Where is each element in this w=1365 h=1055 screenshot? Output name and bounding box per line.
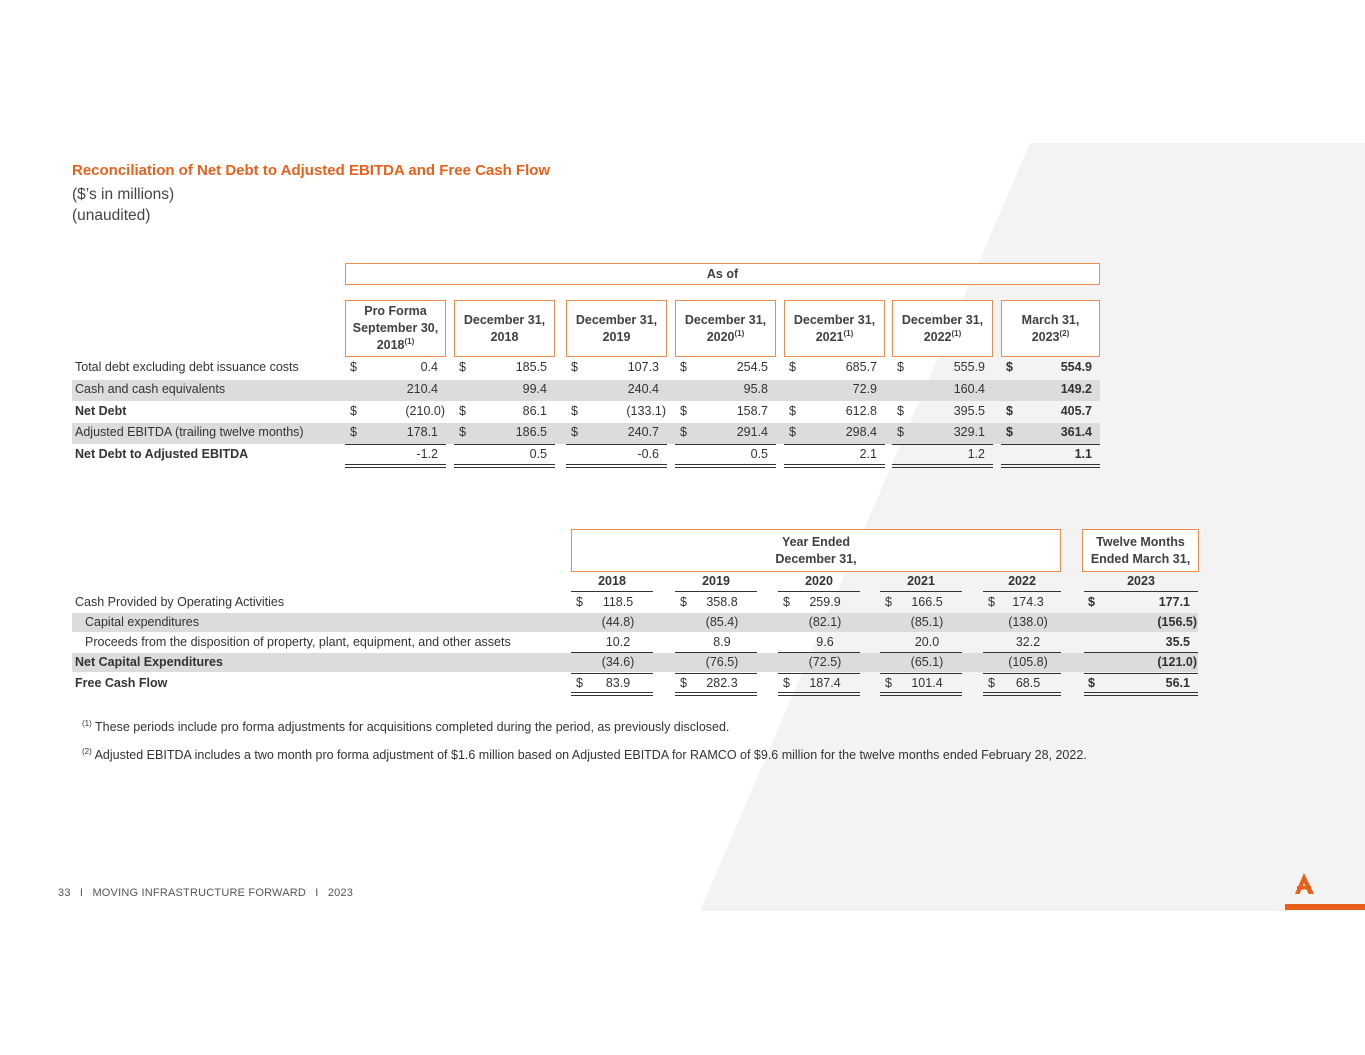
total-rule <box>1001 444 1100 445</box>
value-cell: 174.3 <box>1012 595 1044 609</box>
column-year: 2018 <box>490 329 519 344</box>
currency-symbol: $ <box>459 404 466 418</box>
value-cell: 685.7 <box>845 360 877 374</box>
row-label: Adjusted EBITDA (trailing twelve months) <box>75 425 304 439</box>
value-cell: 185.5 <box>515 360 547 374</box>
currency-symbol: $ <box>350 360 357 374</box>
double-underline <box>1001 464 1100 468</box>
header-rule <box>983 591 1061 592</box>
value-cell: (72.5) <box>808 655 842 669</box>
double-underline <box>571 692 653 696</box>
header-rule <box>1084 591 1198 592</box>
footer-separator: I <box>315 887 319 899</box>
year-header: 2020 <box>805 574 833 588</box>
ended-march-label: Ended March 31, <box>1090 551 1191 566</box>
as-of-label: As of <box>706 266 739 281</box>
currency-symbol: $ <box>988 676 995 690</box>
footer-tagline: MOVING INFRASTRUCTURE FORWARD <box>92 887 307 899</box>
column-header-line: December 31, <box>684 312 767 327</box>
total-rule <box>454 444 555 445</box>
footnote-1-marker: (1) <box>82 719 92 728</box>
footnote-2 <box>82 747 1087 762</box>
value-cell: (121.0) <box>1157 655 1197 669</box>
currency-symbol: $ <box>571 360 578 374</box>
column-header-line: March 31, <box>1021 312 1080 327</box>
value-cell: 298.4 <box>845 425 877 439</box>
row-label: Net Debt to Adjusted EBITDA <box>75 447 249 461</box>
value-cell: 2.1 <box>859 447 877 461</box>
row-label: Total debt excluding debt issuance costs <box>75 360 299 374</box>
currency-symbol: $ <box>789 360 796 374</box>
footer-separator: I <box>79 887 84 899</box>
footnote-1 <box>82 719 729 734</box>
value-cell: 187.4 <box>809 676 841 690</box>
currency-symbol: $ <box>571 404 578 418</box>
column-header-line: December 31, <box>463 312 546 327</box>
column-header <box>784 300 885 357</box>
double-underline <box>566 464 667 468</box>
currency-symbol: $ <box>350 404 357 418</box>
total-rule <box>345 444 446 445</box>
column-year: 2021 <box>815 329 844 344</box>
value-cell: (85.4) <box>705 615 739 629</box>
value-cell: (133.1) <box>626 404 666 418</box>
year-header: 2022 <box>1008 574 1036 588</box>
currency-symbol: $ <box>885 595 892 609</box>
footnote-2-text: Adjusted EBITDA includes a two month pro forma adjustment of $1.6 million based on Adjusted EBITDA for RAMCO of $9.6 million for the twelve months ended February 28, 2022. <box>91 748 1087 763</box>
currency-symbol: $ <box>789 425 796 439</box>
double-underline <box>454 464 555 468</box>
value-cell: 101.4 <box>911 676 943 690</box>
units-note: ($’s in millions) <box>72 186 175 203</box>
value-cell: 358.8 <box>706 595 738 609</box>
column-year: 2020 <box>706 329 735 344</box>
header-rule <box>571 591 653 592</box>
currency-symbol: $ <box>680 404 687 418</box>
value-cell: (105.8) <box>1008 655 1048 669</box>
total-rule <box>892 444 993 445</box>
subtotal-rule <box>1084 652 1198 653</box>
value-cell: 259.9 <box>809 595 841 609</box>
subtotal-rule <box>983 652 1061 653</box>
footnote-marker: (1) <box>734 328 745 338</box>
twelve-months-header <box>1082 529 1199 572</box>
double-underline <box>784 464 885 468</box>
value-cell: 254.5 <box>736 360 768 374</box>
value-cell: (156.5) <box>1157 615 1197 629</box>
value-cell: 210.4 <box>406 382 438 396</box>
column-year: 2023 <box>1031 329 1060 344</box>
value-cell: 554.9 <box>1060 360 1092 374</box>
column-header-line: December 31, <box>793 312 876 327</box>
currency-symbol: $ <box>1088 595 1095 609</box>
subtotal-rule <box>880 652 962 653</box>
value-cell: 160.4 <box>953 382 985 396</box>
currency-symbol: $ <box>783 595 790 609</box>
currency-symbol: $ <box>350 425 357 439</box>
value-cell: 282.3 <box>706 676 738 690</box>
value-cell: (76.5) <box>705 655 739 669</box>
currency-symbol: $ <box>571 425 578 439</box>
value-cell: 20.0 <box>914 635 940 649</box>
value-cell: 158.7 <box>736 404 768 418</box>
subtotal-rule <box>571 652 653 653</box>
currency-symbol: $ <box>576 676 583 690</box>
company-logo-icon <box>1285 870 1365 912</box>
value-cell: 56.1 <box>1165 676 1190 690</box>
value-cell: 95.8 <box>743 382 768 396</box>
twelve-months-label: Twelve Months <box>1096 534 1185 549</box>
value-cell: 35.5 <box>1165 635 1190 649</box>
page-title: Reconciliation of Net Debt to Adjusted EBITDA and Free Cash Flow <box>72 162 551 179</box>
column-header <box>675 300 776 357</box>
value-cell: (210.0) <box>405 404 445 418</box>
value-cell: 178.1 <box>406 425 438 439</box>
unaudited-note: (unaudited) <box>72 207 151 224</box>
column-header-year <box>685 329 766 346</box>
year-ended-header <box>571 529 1061 572</box>
column-header-year <box>464 329 545 346</box>
currency-symbol: $ <box>680 360 687 374</box>
column-header-line: September 30, <box>352 321 439 335</box>
total-rule <box>778 673 860 674</box>
value-cell: 0.4 <box>420 360 438 374</box>
column-header <box>345 300 446 357</box>
row-label: Cash Provided by Operating Activities <box>75 595 285 609</box>
footnote-marker: (1) <box>404 336 415 346</box>
value-cell: 32.2 <box>1015 635 1041 649</box>
page-number: 33 <box>58 887 71 899</box>
row-label: Cash and cash equivalents <box>75 382 226 396</box>
double-underline <box>675 692 757 696</box>
currency-symbol: $ <box>576 595 583 609</box>
value-cell: -0.6 <box>637 447 659 461</box>
value-cell: 1.1 <box>1074 447 1092 461</box>
value-cell: 240.7 <box>627 425 659 439</box>
total-rule <box>983 673 1061 674</box>
value-cell: 72.9 <box>852 382 877 396</box>
value-cell: 118.5 <box>602 595 634 609</box>
column-header-line: Pro Forma <box>364 304 427 318</box>
currency-symbol: $ <box>459 425 466 439</box>
double-underline <box>778 692 860 696</box>
column-header-year <box>902 329 983 346</box>
value-cell: 405.7 <box>1060 404 1092 418</box>
total-rule <box>880 673 962 674</box>
currency-symbol: $ <box>783 676 790 690</box>
column-header-line: December 31, <box>901 312 984 327</box>
currency-symbol: $ <box>897 360 904 374</box>
currency-symbol: $ <box>988 595 995 609</box>
value-cell: (82.1) <box>808 615 842 629</box>
value-cell: -1.2 <box>416 447 438 461</box>
currency-symbol: $ <box>1006 360 1013 374</box>
double-underline <box>675 464 776 468</box>
currency-symbol: $ <box>1006 425 1013 439</box>
value-cell: 83.9 <box>605 676 631 690</box>
column-year: 2018 <box>376 338 405 352</box>
value-cell: (85.1) <box>910 615 944 629</box>
column-header-year <box>794 329 875 346</box>
value-cell: 86.1 <box>522 404 547 418</box>
value-cell: 99.4 <box>522 382 547 396</box>
value-cell: 0.5 <box>750 447 768 461</box>
value-cell: 10.2 <box>605 635 631 649</box>
footer <box>58 887 353 899</box>
total-rule <box>675 444 776 445</box>
column-header-year <box>576 329 657 346</box>
value-cell: (138.0) <box>1008 615 1048 629</box>
header-rule <box>675 591 757 592</box>
currency-symbol: $ <box>897 404 904 418</box>
value-cell: 395.5 <box>953 404 985 418</box>
value-cell: 1.2 <box>967 447 985 461</box>
row-label: Capital expenditures <box>85 615 199 629</box>
value-cell: 9.6 <box>816 635 834 649</box>
year-ended-label: Year Ended <box>781 534 851 549</box>
header-rule <box>880 591 962 592</box>
total-rule <box>784 444 885 445</box>
column-header <box>892 300 993 357</box>
value-cell: 361.4 <box>1060 425 1092 439</box>
value-cell: 8.9 <box>713 635 731 649</box>
currency-symbol: $ <box>885 676 892 690</box>
column-header <box>454 300 555 357</box>
year-header: 2019 <box>702 574 730 588</box>
value-cell: 107.3 <box>627 360 659 374</box>
footnote-1-text: These periods include pro forma adjustments for acquisitions completed during the period, as previously disclosed. <box>91 720 730 735</box>
column-header <box>566 300 667 357</box>
column-header-line: December 31, <box>575 312 658 327</box>
value-cell: 186.5 <box>515 425 547 439</box>
double-underline <box>880 692 962 696</box>
currency-symbol: $ <box>789 404 796 418</box>
value-cell: 291.4 <box>736 425 768 439</box>
column-header <box>1001 300 1100 357</box>
value-cell: (34.6) <box>601 655 635 669</box>
total-rule <box>675 673 757 674</box>
footer-year: 2023 <box>327 887 354 899</box>
currency-symbol: $ <box>680 595 687 609</box>
currency-symbol: $ <box>897 425 904 439</box>
total-rule <box>1084 673 1198 674</box>
footnote-marker: (2) <box>1059 328 1070 338</box>
value-cell: 149.2 <box>1060 382 1092 396</box>
currency-symbol: $ <box>1088 676 1095 690</box>
as-of-header <box>345 263 1100 285</box>
year-header: 2021 <box>907 574 935 588</box>
value-cell: 68.5 <box>1015 676 1041 690</box>
double-underline <box>892 464 993 468</box>
double-underline <box>1084 692 1198 696</box>
value-cell: 177.1 <box>1158 595 1190 609</box>
column-header-year <box>353 337 438 354</box>
subtotal-rule <box>778 652 860 653</box>
row-label: Proceeds from the disposition of property, plant, equipment, and other assets <box>85 635 511 649</box>
value-cell: 0.5 <box>529 447 547 461</box>
value-cell: 555.9 <box>953 360 985 374</box>
row-label: Free Cash Flow <box>75 676 168 690</box>
value-cell: (65.1) <box>910 655 944 669</box>
column-year: 2022 <box>923 329 952 344</box>
year-header: 2018 <box>598 574 626 588</box>
currency-symbol: $ <box>1006 404 1013 418</box>
value-cell: 329.1 <box>953 425 985 439</box>
year-header: 2023 <box>1127 574 1155 588</box>
header-rule <box>778 591 860 592</box>
footnote-marker: (1) <box>843 328 854 338</box>
footnote-2-marker: (2) <box>82 747 92 756</box>
double-underline <box>345 464 446 468</box>
currency-symbol: $ <box>459 360 466 374</box>
column-year: 2019 <box>602 329 631 344</box>
currency-symbol: $ <box>680 425 687 439</box>
double-underline <box>983 692 1061 696</box>
value-cell: 612.8 <box>845 404 877 418</box>
footnote-marker: (1) <box>951 328 962 338</box>
december-label: December 31, <box>775 551 857 566</box>
value-cell: (44.8) <box>601 615 635 629</box>
row-label: Net Debt <box>75 404 127 418</box>
total-rule <box>566 444 667 445</box>
value-cell: 166.5 <box>911 595 943 609</box>
row-label: Net Capital Expenditures <box>75 655 223 669</box>
currency-symbol: $ <box>680 676 687 690</box>
total-rule <box>571 673 653 674</box>
column-header-year <box>1022 329 1080 346</box>
value-cell: 240.4 <box>627 382 659 396</box>
subtotal-rule <box>675 652 757 653</box>
